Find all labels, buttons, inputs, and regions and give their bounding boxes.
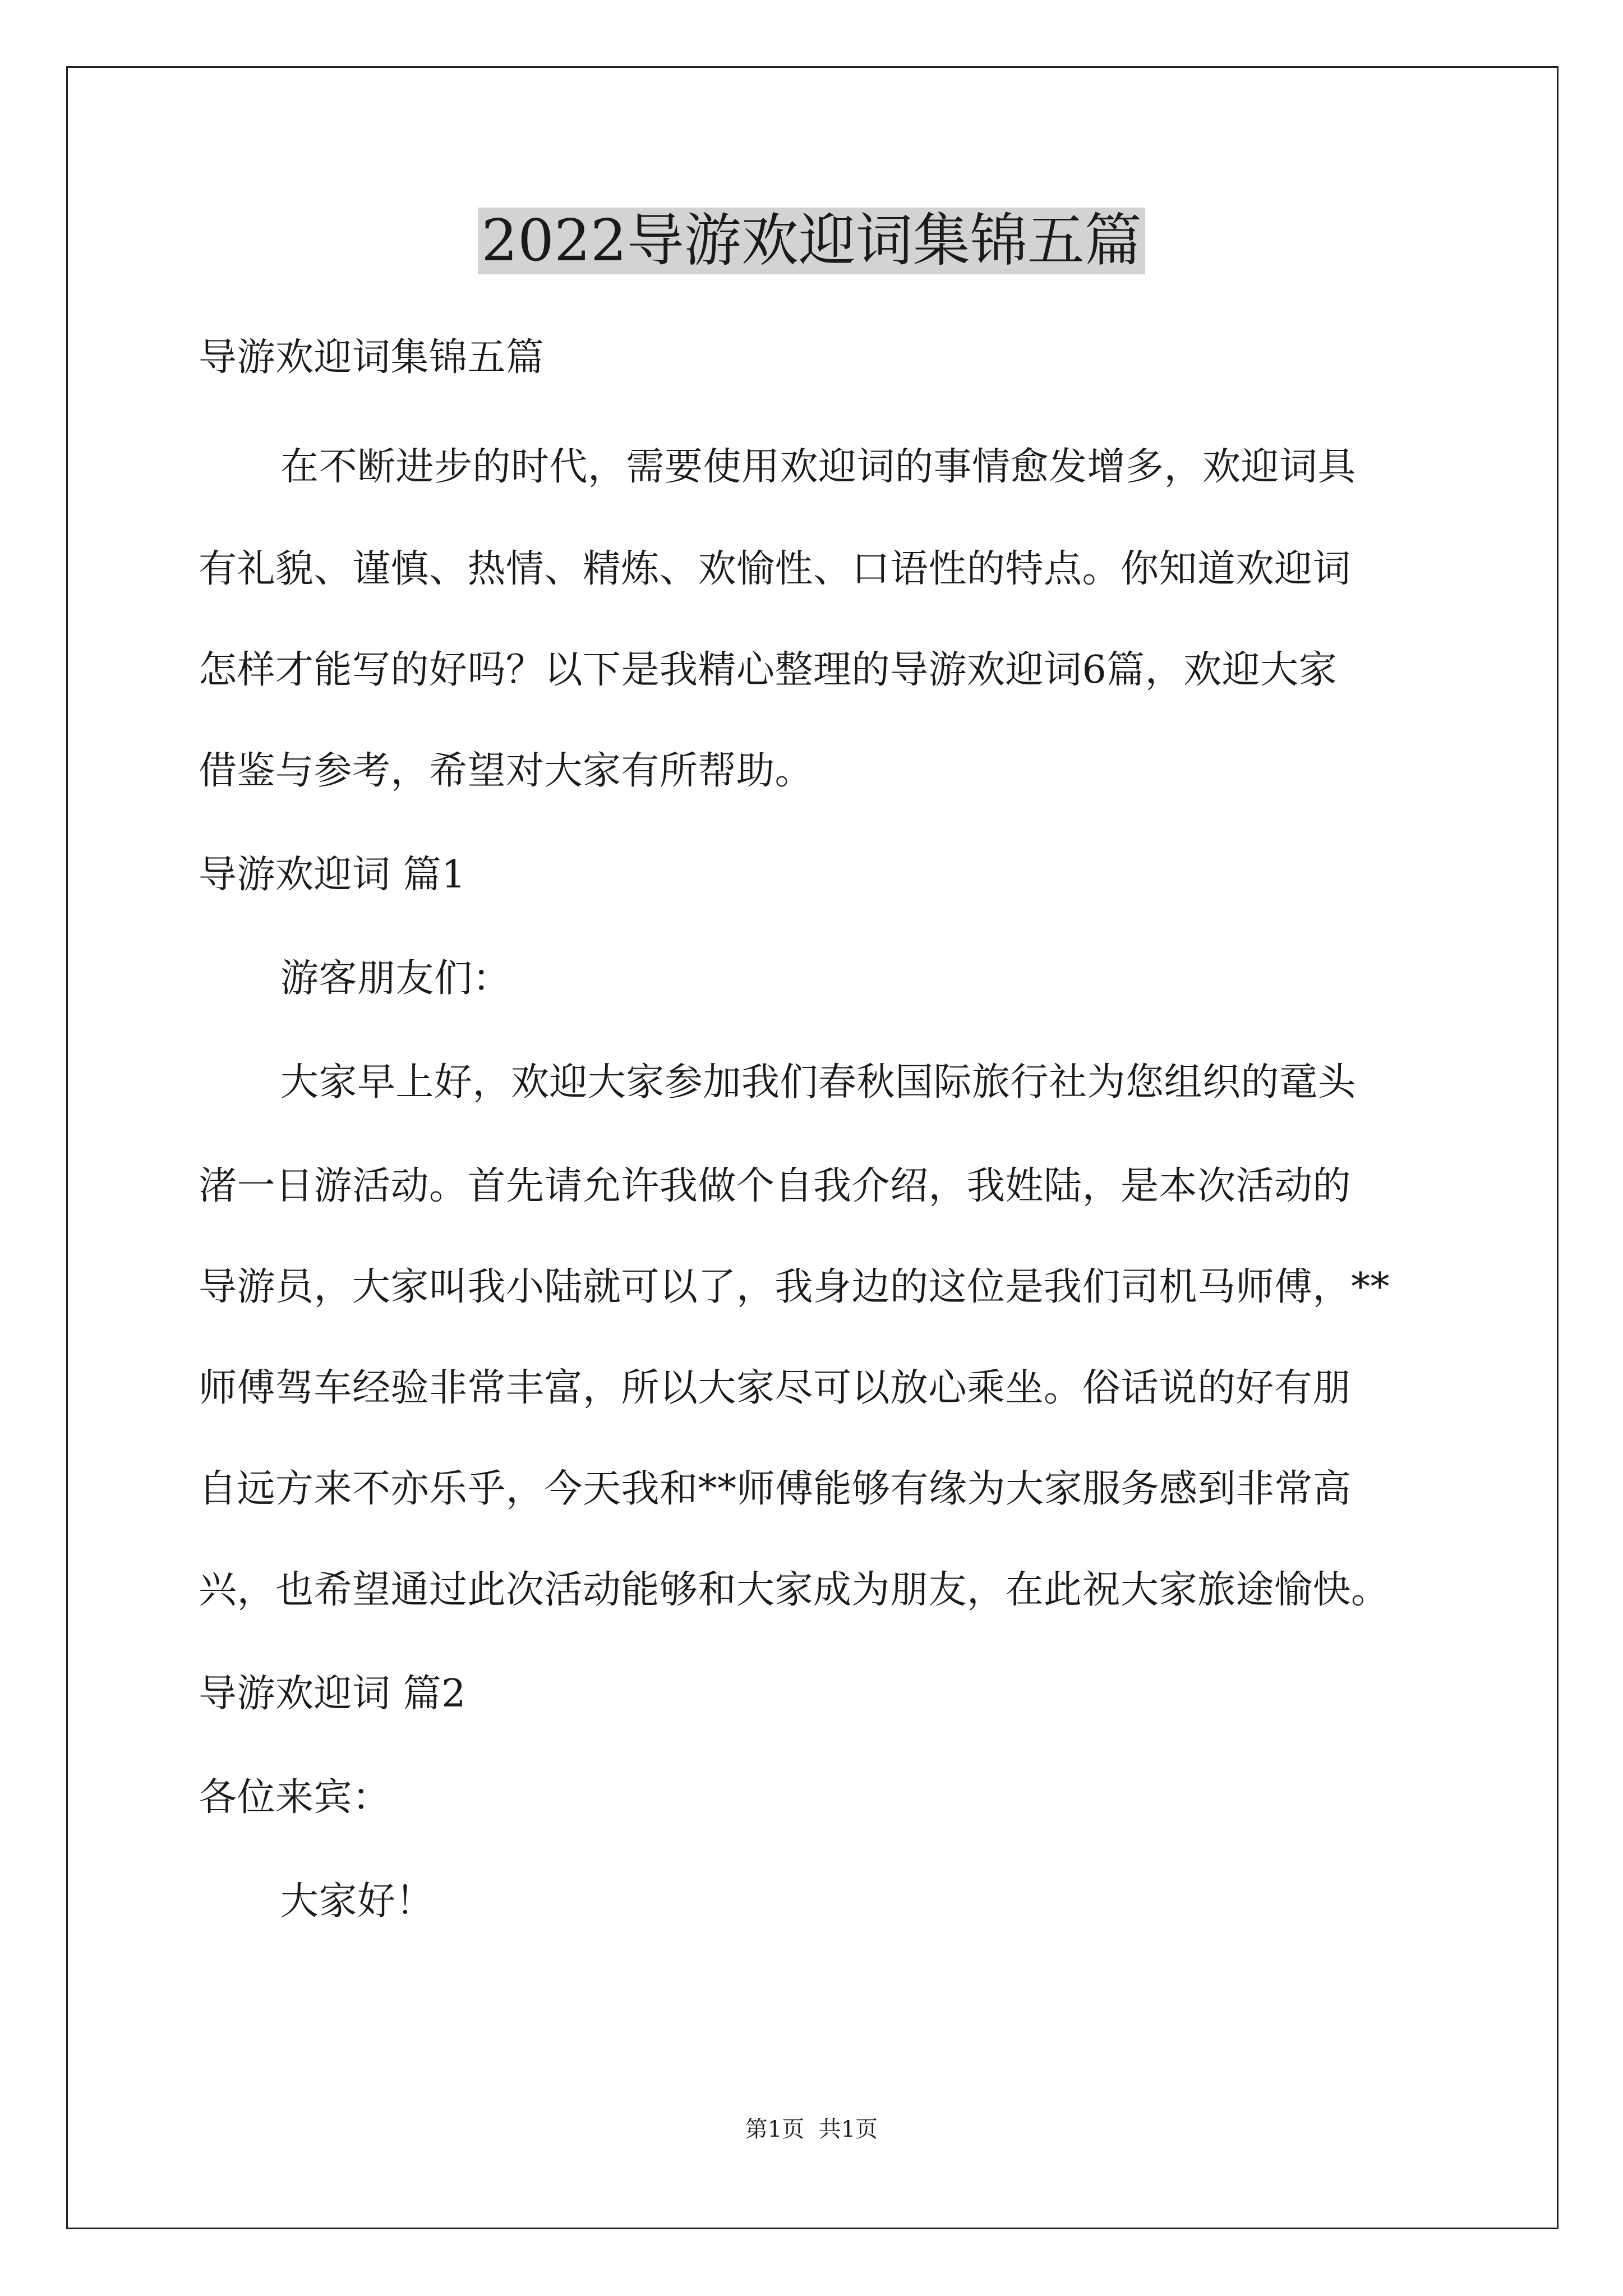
page-footer: 第1页 共1页	[745, 2116, 878, 2142]
section-heading: 导游欢迎词 篇2	[199, 1672, 466, 1716]
section-paragraph-line: 渚一日游活动。首先请允许我做个自我介绍，我姓陆，是本次活动的	[199, 1164, 1352, 1208]
section-paragraph-line: 大家好！	[280, 1879, 435, 1924]
section-paragraph-line: 自远方来不亦乐乎，今天我和**师傅能够有缘为大家服务感到非常高	[199, 1467, 1352, 1511]
section-greeting: 游客朋友们：	[280, 956, 511, 1001]
intro-paragraph-line: 有礼貌、谨慎、热情、精炼、欢愉性、口语性的特点。你知道欢迎词	[199, 547, 1352, 591]
section-paragraph-line: 导游员，大家叫我小陆就可以了，我身边的这位是我们司机马师傅，**	[199, 1265, 1390, 1309]
section-paragraph-line: 兴，也希望通过此次活动能够和大家成为朋友，在此祝大家旅途愉快。	[199, 1568, 1390, 1612]
document-title-text: 2022导游欢迎词集锦五篇	[478, 208, 1145, 274]
document-title	[0, 199, 1623, 283]
section-paragraph-line: 师傅驾车经验非常丰富，所以大家尽可以放心乘坐。俗话说的好有朋	[199, 1366, 1352, 1410]
intro-paragraph-line: 怎样才能写的好吗？以下是我精心整理的导游欢迎词6篇，欢迎大家	[199, 648, 1338, 692]
section-paragraph-line: 大家早上好，欢迎大家参加我们春秋国际旅行社为您组织的鼋头	[280, 1060, 1357, 1105]
section-heading: 导游欢迎词 篇1	[199, 853, 466, 897]
intro-paragraph-line: 在不断进步的时代，需要使用欢迎词的事情愈发增多，欢迎词具	[280, 445, 1357, 489]
document-subtitle: 导游欢迎词集锦五篇	[199, 335, 545, 380]
section-greeting: 各位来宾：	[199, 1775, 391, 1820]
intro-paragraph-line: 借鉴与参考，希望对大家有所帮助。	[199, 749, 814, 793]
